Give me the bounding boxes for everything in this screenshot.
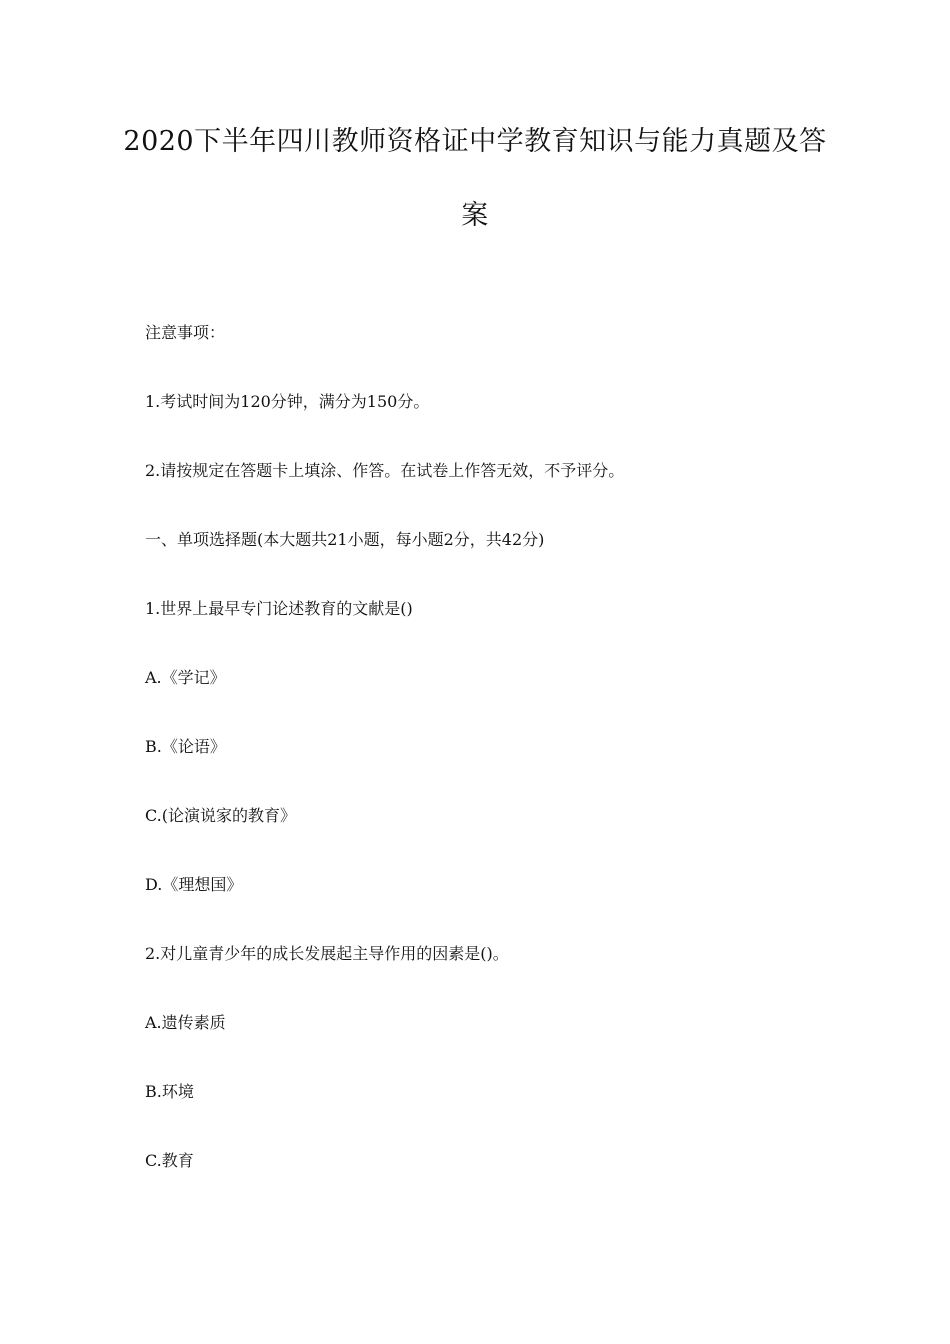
question-2-option-c: C.教育 bbox=[145, 1151, 194, 1170]
document-title-line-2: 案 bbox=[461, 200, 489, 231]
section-heading-single-choice: 一、单项选择题(本大题共21小题，每小题2分，共42分) bbox=[145, 530, 545, 549]
question-1-stem: 1.世界上最早专门论述教育的文献是() bbox=[145, 599, 413, 618]
question-1-option-d: D.《理想国》 bbox=[145, 875, 243, 894]
note-item-2: 2.请按规定在答题卡上填涂、作答。在试卷上作答无效，不予评分。 bbox=[145, 461, 625, 480]
document-title-line-1: 2020下半年四川教师资格证中学教育知识与能力真题及答 bbox=[123, 126, 827, 157]
question-1-option-c: C.(论演说家的教育》 bbox=[145, 806, 297, 825]
note-item-1: 1.考试时间为120分钟，满分为150分。 bbox=[145, 392, 430, 411]
question-1-option-b: B.《论语》 bbox=[145, 737, 226, 756]
notes-heading: 注意事项： bbox=[145, 323, 226, 342]
question-1-option-a: A.《学记》 bbox=[145, 668, 226, 687]
question-2-stem: 2.对儿童青少年的成长发展起主导作用的因素是()。 bbox=[145, 944, 509, 963]
question-2-option-b: B.环境 bbox=[145, 1082, 194, 1101]
question-2-option-a: A.遗传素质 bbox=[145, 1013, 226, 1032]
